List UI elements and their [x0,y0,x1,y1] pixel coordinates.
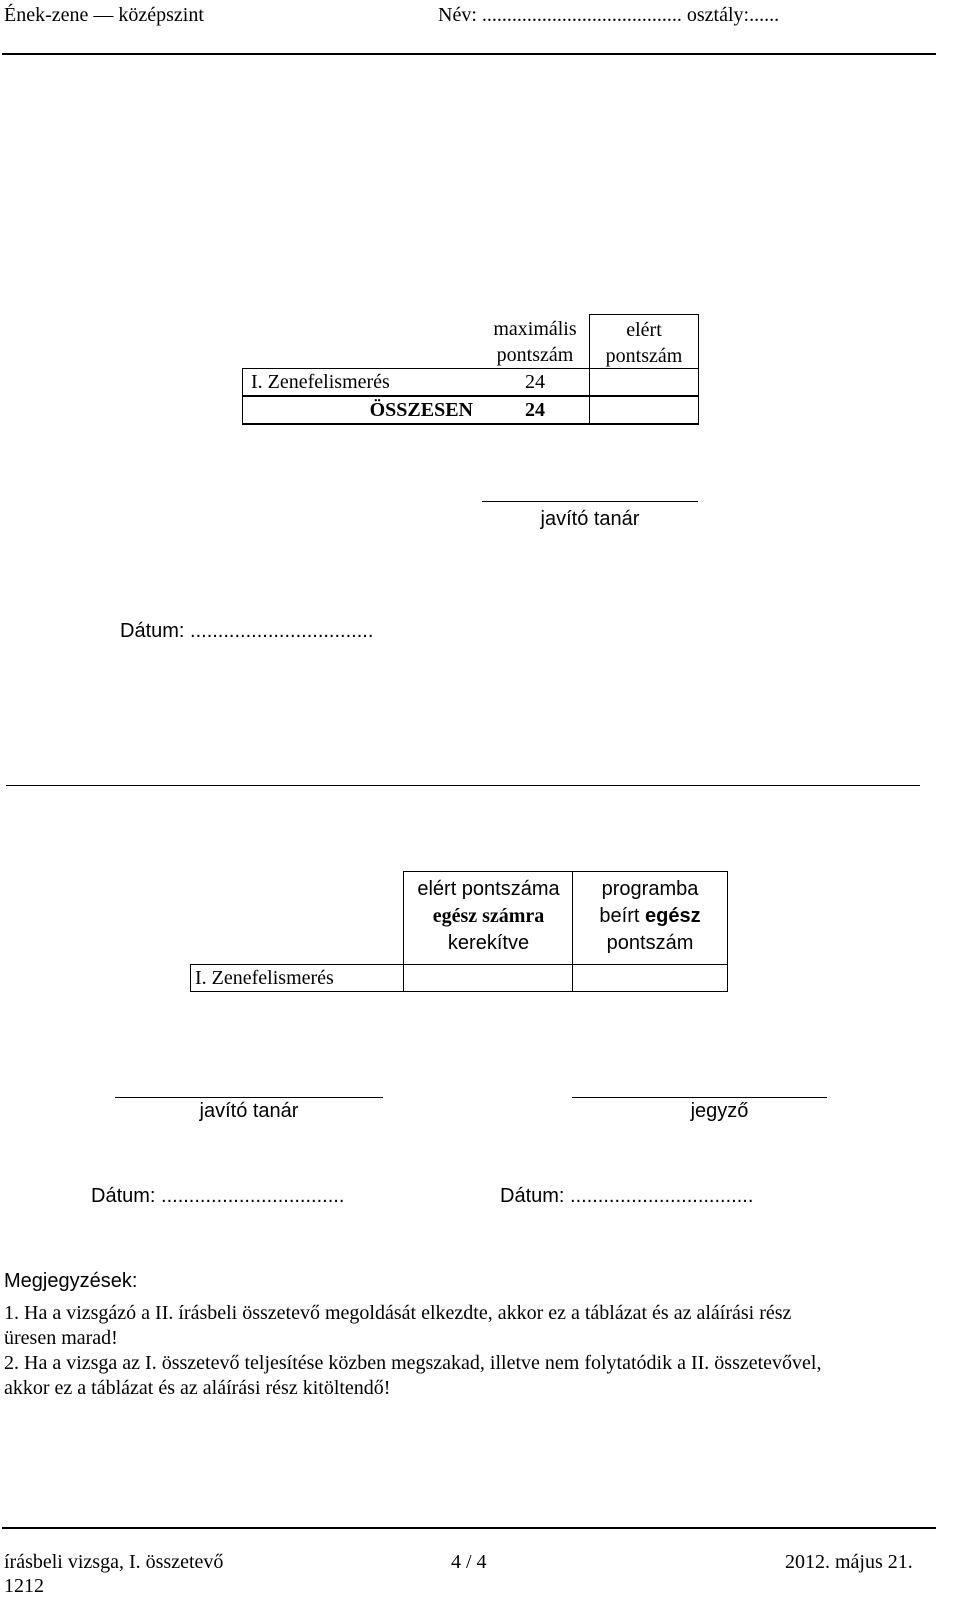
col-got-header-line1: elért [626,319,662,341]
col-got-header [589,314,699,369]
program-score-cell [572,965,728,991]
rounded-score-header [403,872,573,964]
program-score-line2a: beírt [599,905,645,927]
row1-label-cell [242,369,481,395]
note-1-line-1: 1. Ha a vizsgázó a II. írásbeli összetevő megoldását elkezdte, akkor ez a táblázat és az aláírási rész [4,1302,792,1324]
row1-label: I. Zenefelismerés [251,371,390,393]
program-score-line2b: egész [644,905,701,927]
rounded-score-cell [403,965,573,991]
signature-label: javító tanár [540,508,640,530]
notary-date-field: Dátum: ................................. [500,1185,754,1207]
header-name-field: Név: ........................................ osztály:...... [438,4,780,26]
teacher-date-field: Dátum: ................................. [91,1185,345,1207]
col-max-header-line1: maximális [493,318,577,340]
total-max-cell [481,397,589,423]
program-score-line2 [573,903,727,930]
notary-signature-label: jegyző [690,1100,749,1122]
table2-row-label-cell [190,965,403,991]
footer-exam-label: írásbeli vizsga, I. összetevő [4,1551,224,1573]
total-label: ÖSSZESEN [369,399,473,421]
footer-code: 1212 [4,1575,44,1597]
total-label-cell [242,397,481,423]
program-score-line3: pontszám [606,932,694,954]
notes-title: Megjegyzések: [4,1270,138,1292]
note-2-line-2: akkor ez a táblázat és az aláírási rész kitöltendő! [4,1377,391,1399]
header-subject: Ének-zene — középszint [4,4,204,26]
total-max: 24 [525,399,545,421]
note-2-line-1: 2. Ha a vizsga az I. összetevő teljesítése közben megszakad, illetve nem folytatódik a II. összetevővel, [4,1352,822,1374]
row1-got-cell [589,369,699,395]
total-got-cell [589,397,699,423]
rounded-score-line2: egész számra [432,905,545,927]
rounded-score-line1: elért pontszáma [417,878,560,900]
table2-row-label: I. Zenefelismerés [195,967,334,989]
signature-line [482,501,698,502]
footer-rule [2,1527,936,1529]
table-bottom-border [242,423,699,425]
date-field: Dátum: ................................. [120,620,374,642]
teacher-signature-label: javító tanár [199,1100,299,1122]
col-max-header [481,316,589,368]
teacher-signature-line [115,1097,383,1098]
section-separator [6,785,920,786]
row1-max: 24 [525,371,545,393]
table2-bottom-border [190,991,728,992]
rounded-score-line3: kerekítve [447,932,530,954]
footer-date: 2012. május 21. [785,1551,913,1573]
col-got-header-line2: pontszám [605,345,683,367]
program-score-header [572,872,728,964]
program-score-line1: programba [601,878,699,900]
footer-page-number: 4 / 4 [451,1551,487,1573]
note-1-line-2: üresen marad! [4,1327,118,1349]
col-max-header-line2: pontszám [496,344,574,366]
header-rule [2,53,936,55]
notary-signature-line [572,1097,827,1098]
